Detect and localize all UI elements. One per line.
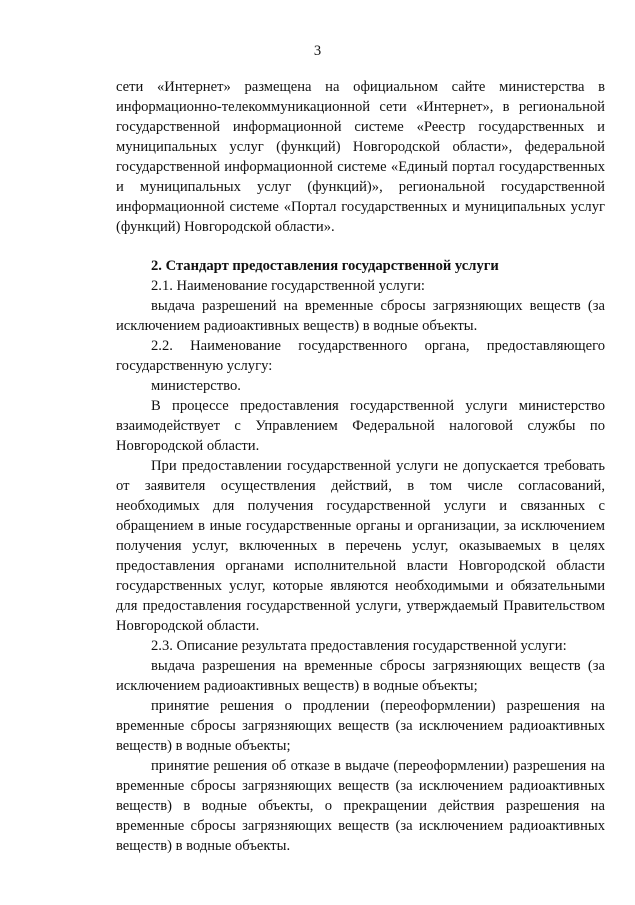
paragraph-result-refusal: принятие решения об отказе в выдаче (переоформлении) разрешения на временные сбросы загрязняющих веществ (за исключением радиоактивных веществ) в водные объекты, о прекращении действия разрешения на временные сбросы загрязняющих веществ (за исключением радиоактивных веществ) в водные объекты. xyxy=(116,758,605,854)
paragraph-interaction: В процессе предоставления государственной услуги министерство взаимодействует с Управлением Федеральной налоговой службы по Новгородской области. xyxy=(116,398,605,454)
page-content xyxy=(116,77,605,856)
paragraph-ministry: министерство. xyxy=(151,378,241,394)
paragraph-prohibition: При предоставлении государственной услуги не допускается требовать от заявителя осуществления действий, в том числе согласований, необходимых для получения государственной услуги и связанных с обращением в иные государственные органы и организации, за исключением получения услуг, включенных в перечень услуг, оказываемых в целях предоставления органами исполнительной власти Новгородской области государственных услуг, которые являются необходимыми и обязательными для предоставления государственной услуги, утверждаемый Правительством Новгородской области. xyxy=(116,458,605,634)
paragraph-2-3: 2.3. Описание результата предоставления государственной услуги: xyxy=(151,638,567,654)
paragraph-continuation: сети «Интернет» размещена на официальном сайте министерства в информационно-телекоммуникационной сети «Интернет», в региональной государственной информационной системе «Реестр государственных и муниципальных услуг (функций) Новгородской области», федеральной государственной информационной системе «Единый портал государственных и муниципальных услуг (функций)», региональной государственной информационной системе «Портал государственных и муниципальных услуг (функций) Новгородской области». xyxy=(116,79,605,235)
page-number: 3 xyxy=(313,43,322,59)
section-gap xyxy=(116,237,605,256)
paragraph-service-name: выдача разрешений на временные сбросы загрязняющих веществ (за исключением радиоактивных веществ) в водные объекты. xyxy=(116,298,605,334)
section-heading: 2. Стандарт предоставления государственной услуги xyxy=(151,258,499,274)
paragraph-result-issue: выдача разрешения на временные сбросы загрязняющих веществ (за исключением радиоактивных веществ) в водные объекты; xyxy=(116,658,605,694)
paragraph-result-extension: принятие решения о продлении (переоформлении) разрешения на временные сбросы загрязняющих веществ (за исключением радиоактивных веществ) в водные объекты; xyxy=(116,698,605,754)
paragraph-2-2: 2.2. Наименование государственного органа, предоставляющего государственную услугу: xyxy=(116,338,605,374)
paragraph-2-1: 2.1. Наименование государственной услуги: xyxy=(151,278,425,294)
